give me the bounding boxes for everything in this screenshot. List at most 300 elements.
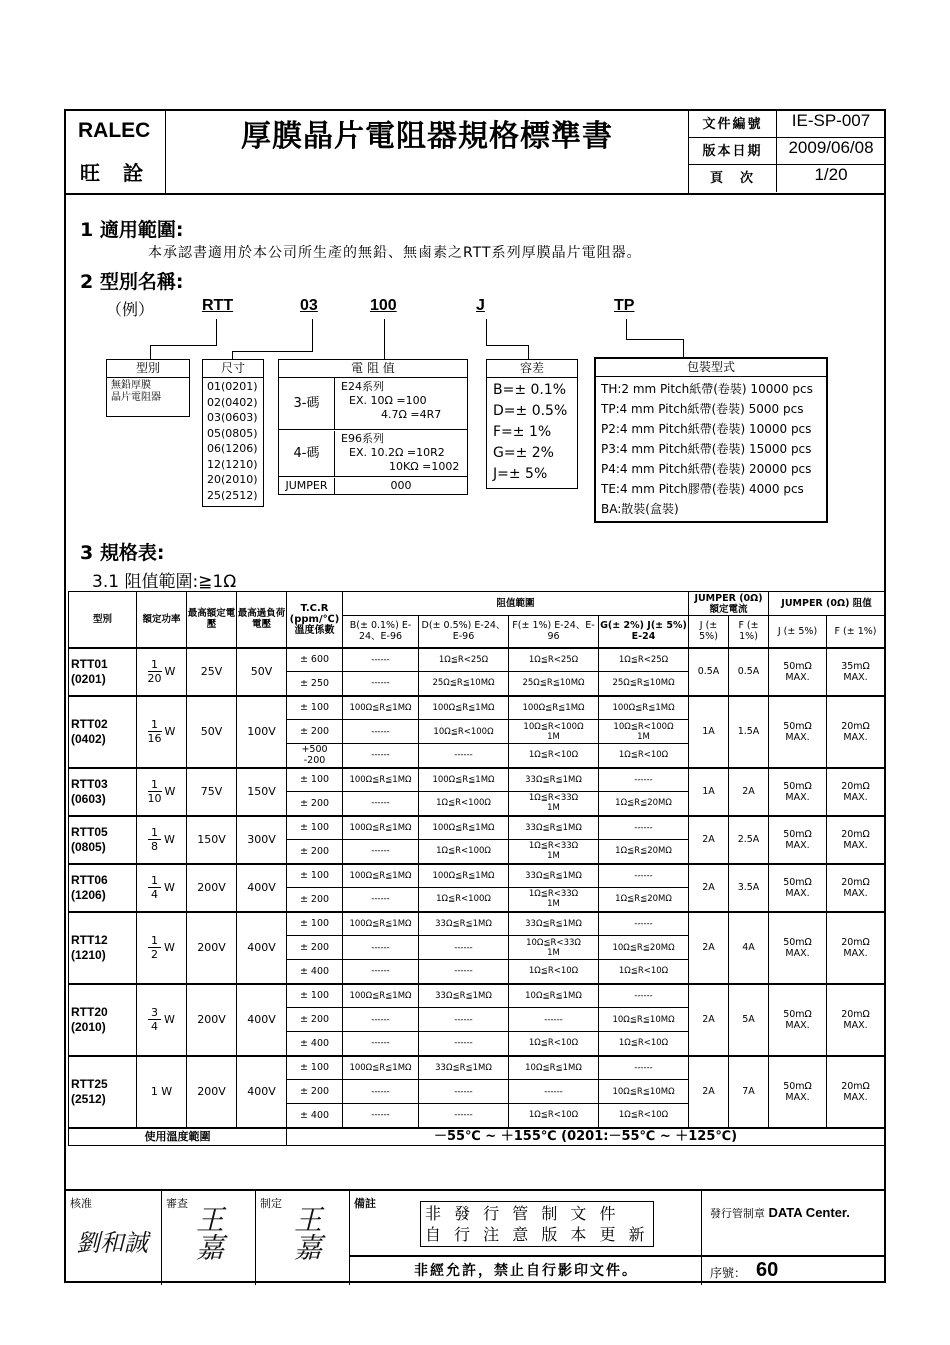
jumper-current-j: 2A [689, 864, 729, 912]
range-value: 1Ω≦R<100Ω [419, 792, 509, 816]
resistance-row-3code [279, 378, 467, 430]
resistance-row-line: EX. 10.2Ω =10R2 [349, 446, 445, 459]
range-value: 1Ω≦R<33Ω 1M [509, 792, 599, 816]
connector-line [150, 345, 217, 346]
table-row [69, 912, 885, 936]
meta-page [689, 165, 885, 192]
model-name: RTT01 (0201) [69, 648, 137, 696]
size-box-line: 05(0805) [207, 426, 258, 440]
range-value: 10Ω≦R≦10MΩ [599, 1080, 689, 1104]
jumper-current-f: 2.5A [729, 816, 769, 864]
jumper-current-f: 2A [729, 768, 769, 816]
range-value: 100Ω≦R≦1MΩ [343, 696, 419, 720]
section-3-subheading: 3.1 阻值範圍:≧1Ω [92, 572, 237, 592]
tcr-value: ± 600 [287, 648, 343, 672]
note-line: 自 行 注 意 版 本 更 新 [425, 1225, 649, 1244]
jumper-res-j: 50mΩ MAX. [769, 864, 827, 912]
tcr-value: ± 100 [287, 768, 343, 792]
rated-power: $\frac{1}{16}$ W [137, 696, 187, 768]
jumper-current-j: 0.5A [689, 648, 729, 696]
overload-voltage: 100V [237, 696, 287, 768]
range-value: ------ [343, 648, 419, 672]
stamp-value: DATA Center. [768, 1205, 850, 1220]
overload-voltage: 50V [237, 648, 287, 696]
range-value: ------ [343, 1080, 419, 1104]
review-label: 審查 [166, 1197, 188, 1210]
resistance-row-label: JUMPER [279, 478, 335, 494]
range-value: 33Ω≦R≦1MΩ [509, 768, 599, 792]
tcr-value: ± 200 [287, 888, 343, 912]
col-b: B(± 0.1%) E-24、E-96 [343, 616, 419, 648]
col-d: D(± 0.5%) E-24、E-96 [419, 616, 509, 648]
tolerance-line: B=± 0.1% [493, 382, 567, 398]
company-name-en: RALEC [78, 119, 151, 142]
resistance-row-line: 10KΩ =1002 [389, 460, 460, 473]
range-value: ------ [419, 960, 509, 984]
rated-voltage: 25V [187, 648, 237, 696]
size-box-line: 20(2010) [207, 473, 258, 486]
range-value: ------ [419, 936, 509, 960]
section-2-heading: 2 型別名稱: [80, 271, 184, 293]
meta-key: 頁 次 [689, 165, 777, 192]
range-value: ------ [419, 744, 509, 768]
jumper-current-f: 0.5A [729, 648, 769, 696]
overload-voltage: 400V [237, 912, 287, 984]
note-label: 備註 [354, 1197, 376, 1210]
range-value: 1Ω≦R<10Ω [599, 960, 689, 984]
range-value: ------ [599, 912, 689, 936]
range-value: 25Ω≦R≦10MΩ [599, 672, 689, 696]
tcr-value: ± 400 [287, 960, 343, 984]
range-value: 10Ω≦R<100Ω 1M [509, 720, 599, 744]
tolerance-box-title: 容差 [487, 360, 577, 378]
range-value: 33Ω≦R≦1MΩ [509, 864, 599, 888]
range-value: 1Ω≦R<25Ω [509, 648, 599, 672]
jumper-current-j: 1A [689, 696, 729, 768]
meta-key: 文件編號 [689, 111, 777, 138]
jumper-res-f: 20mΩ MAX. [827, 1056, 885, 1128]
col-jumper-current: JUMPER (0Ω) 額定電流 [689, 592, 769, 616]
company-name-cn: 旺 詮 [80, 161, 151, 185]
col-range: 阻值範圍 [343, 592, 689, 616]
connector-line [626, 339, 683, 340]
resistance-row-line: EX. 10Ω =100 [349, 394, 427, 407]
range-value: ------ [599, 864, 689, 888]
rated-voltage: 200V [187, 864, 237, 912]
rated-voltage: 75V [187, 768, 237, 816]
range-value: ------ [343, 1008, 419, 1032]
resistance-row-4code [279, 431, 467, 477]
section-1-heading: 1 適用範圍: [80, 219, 184, 241]
approve-cell [66, 1191, 162, 1285]
range-value: ------ [343, 840, 419, 864]
range-value: 100Ω≦R≦1MΩ [599, 696, 689, 720]
jumper-current-j: 1A [689, 768, 729, 816]
meta-doc-no [689, 111, 885, 138]
overload-voltage: 300V [237, 816, 287, 864]
connector-line [528, 345, 529, 359]
range-value: ------ [343, 672, 419, 696]
temp-label: 使用溫度範圍 [69, 1128, 287, 1146]
resistance-row-line: 000 [390, 479, 412, 492]
rated-power: $\frac{1}{8}$ W [137, 816, 187, 864]
size-box-line: 25(2512) [207, 488, 258, 502]
range-value: 10Ω≦R≦1MΩ [509, 1056, 599, 1080]
col-f: F(± 1%) E-24、E-96 [509, 616, 599, 648]
jumper-current-f: 3.5A [729, 864, 769, 912]
range-value: 100Ω≦R≦1MΩ [419, 696, 509, 720]
tolerance-line: D=± 0.5% [493, 403, 568, 419]
range-value: 1Ω≦R≦20MΩ [599, 792, 689, 816]
col-jumper-resistance: JUMPER (0Ω) 阻值 [769, 592, 885, 616]
model-name: RTT25 (2512) [69, 1056, 137, 1128]
table-row [69, 816, 885, 840]
review-signature: 王嘉 [192, 1205, 225, 1261]
stamp-cell [702, 1191, 884, 1285]
size-box [202, 359, 264, 507]
range-value: 1Ω≦R<10Ω [599, 1104, 689, 1128]
resistance-row-label: 4-碼 [279, 431, 335, 476]
range-value: ------ [509, 1008, 599, 1032]
resistance-row-label: 3-碼 [279, 378, 335, 429]
range-value: 33Ω≦R≦1MΩ [509, 912, 599, 936]
range-value: 10Ω≦R≦10MΩ [599, 1008, 689, 1032]
tcr-value: ± 100 [287, 1056, 343, 1080]
range-value: 1Ω≦R≦20MΩ [599, 840, 689, 864]
range-value: 25Ω≦R≦10MΩ [509, 672, 599, 696]
size-box-line: 06(1206) [207, 442, 258, 455]
range-value: 100Ω≦R≦1MΩ [509, 696, 599, 720]
range-value: ------ [343, 792, 419, 816]
col-jr-f: F (± 1%) [827, 616, 885, 648]
table-row [69, 864, 885, 888]
range-value: 100Ω≦R≦1MΩ [419, 768, 509, 792]
note-cell [350, 1191, 702, 1285]
range-value: 1Ω≦R<10Ω [509, 744, 599, 768]
serial-row [702, 1255, 884, 1285]
package-line: P2:4 mm Pitch紙帶(卷裝) 10000 pcs [601, 422, 812, 436]
rated-power: 1 W [137, 1056, 187, 1128]
tolerance-line: F=± 1% [493, 424, 552, 440]
jumper-res-j: 50mΩ MAX. [769, 648, 827, 696]
overload-voltage: 400V [237, 864, 287, 912]
overload-voltage: 400V [237, 984, 287, 1056]
example-code-tolerance: J [476, 297, 485, 314]
meta-value: 2009/06/08 [788, 138, 874, 157]
range-value: 100Ω≦R≦1MΩ [343, 816, 419, 840]
rated-power: $\frac{1}{4}$ W [137, 864, 187, 912]
range-value: 1Ω≦R<10Ω [509, 1104, 599, 1128]
jumper-res-f: 20mΩ MAX. [827, 864, 885, 912]
tcr-value: ± 200 [287, 1080, 343, 1104]
range-value: ------ [509, 1080, 599, 1104]
range-value: ------ [343, 888, 419, 912]
jumper-current-f: 4A [729, 912, 769, 984]
col-jc-j: J (± 5%) [689, 616, 729, 648]
jumper-res-f: 20mΩ MAX. [827, 912, 885, 984]
tcr-value: ± 200 [287, 720, 343, 744]
document-frame [64, 109, 886, 1283]
spec-table [68, 591, 885, 1146]
type-box-line: 無鉛厚膜 [111, 380, 151, 391]
package-line: TP:4 mm Pitch紙帶(卷裝) 5000 pcs [601, 402, 804, 416]
range-value: ------ [599, 768, 689, 792]
rated-voltage: 50V [187, 696, 237, 768]
rated-power: $\frac{1}{20}$ W [137, 648, 187, 696]
copy-notice: 非經允許，禁止自行影印文件。 [350, 1255, 702, 1285]
range-value: 25Ω≦R≦10MΩ [419, 672, 509, 696]
range-value: 1Ω≦R<10Ω [599, 744, 689, 768]
range-value: ------ [419, 1008, 509, 1032]
jumper-current-j: 2A [689, 816, 729, 864]
col-jc-f: F (± 1%) [729, 616, 769, 648]
made-cell [256, 1191, 350, 1285]
range-value: ------ [599, 816, 689, 840]
table-row [69, 696, 885, 720]
serial-value: 60 [756, 1259, 779, 1281]
table-row [69, 768, 885, 792]
range-value: 33Ω≦R≦1MΩ [419, 984, 509, 1008]
temp-row [69, 1128, 885, 1146]
range-value: 1Ω≦R<25Ω [599, 648, 689, 672]
range-value: ------ [343, 720, 419, 744]
col-type: 型別 [69, 592, 137, 648]
range-value: 33Ω≦R≦1MΩ [509, 816, 599, 840]
made-signature: 王嘉 [290, 1205, 323, 1261]
temp-value: －55℃ ~ ＋155℃ (0201:－55℃ ~ ＋125℃) [287, 1128, 885, 1146]
col-voltage: 最高額定電壓 [187, 592, 237, 648]
package-box-title: 包裝型式 [596, 359, 826, 377]
jumper-res-j: 50mΩ MAX. [769, 768, 827, 816]
model-name: RTT03 (0603) [69, 768, 137, 816]
jumper-current-j: 2A [689, 1056, 729, 1128]
jumper-current-j: 2A [689, 912, 729, 984]
connector-line [150, 345, 151, 359]
model-name: RTT12 (1210) [69, 912, 137, 984]
col-power: 額定功率 [137, 592, 187, 648]
meta-version-date [689, 138, 885, 165]
jumper-res-f: 20mΩ MAX. [827, 768, 885, 816]
package-line: TH:2 mm Pitch紙帶(卷裝) 10000 pcs [601, 382, 813, 396]
document-meta [688, 111, 884, 193]
overload-voltage: 150V [237, 768, 287, 816]
made-label: 制定 [260, 1197, 282, 1210]
model-name: RTT02 (0402) [69, 696, 137, 768]
tcr-value: ± 100 [287, 912, 343, 936]
connector-line [626, 319, 627, 339]
connector-line [384, 319, 385, 359]
range-value: 100Ω≦R≦1MΩ [343, 1056, 419, 1080]
connector-line [232, 351, 233, 359]
range-value: ------ [343, 1104, 419, 1128]
connector-line [486, 319, 487, 345]
document-title: 厚膜晶片電阻器規格標準書 [241, 119, 613, 154]
example-code-package: TP [614, 297, 635, 314]
example-code-resistance: 100 [370, 297, 397, 314]
jumper-res-j: 50mΩ MAX. [769, 816, 827, 864]
tcr-value: ± 100 [287, 816, 343, 840]
tolerance-line: G=± 2% [493, 445, 554, 461]
type-box-line: 晶片電阻器 [111, 392, 161, 403]
review-cell [162, 1191, 256, 1285]
range-value: 1Ω≦R<100Ω [419, 888, 509, 912]
range-value: 100Ω≦R≦1MΩ [343, 768, 419, 792]
table-row [69, 1056, 885, 1080]
connector-line [486, 345, 528, 346]
jumper-res-f: 20mΩ MAX. [827, 816, 885, 864]
size-box-line: 03(0603) [207, 411, 258, 424]
model-name: RTT20 (2010) [69, 984, 137, 1056]
tcr-value: ± 200 [287, 792, 343, 816]
range-value: 10Ω≦R<100Ω 1M [599, 720, 689, 744]
rated-power: $\frac{1}{10}$ W [137, 768, 187, 816]
approve-label: 核准 [70, 1197, 92, 1210]
document-header [66, 111, 884, 195]
range-value: 1Ω≦R<10Ω [599, 1032, 689, 1056]
jumper-current-j: 2A [689, 984, 729, 1056]
jumper-res-f: 20mΩ MAX. [827, 984, 885, 1056]
range-value: ------ [419, 1080, 509, 1104]
range-value: ------ [343, 1032, 419, 1056]
resistance-row-line: E96系列 [341, 432, 384, 445]
range-value: 33Ω≦R≦1MΩ [419, 912, 509, 936]
tcr-value: ± 100 [287, 864, 343, 888]
meta-value: 1/20 [814, 165, 848, 184]
example-label: （例） [106, 300, 155, 319]
note-line: 非 發 行 管 制 文 件 [425, 1204, 620, 1223]
resistance-row-line: E24系列 [341, 380, 384, 393]
range-value: ------ [343, 960, 419, 984]
col-tcr: T.C.R (ppm/℃) 溫度係數 [287, 592, 343, 648]
range-value: 100Ω≦R≦1MΩ [343, 984, 419, 1008]
range-value: ------ [343, 744, 419, 768]
stamp-row [710, 1205, 850, 1221]
table-row [69, 984, 885, 1008]
section-3-heading: 3 規格表: [80, 542, 165, 564]
col-jr-j: J (± 5%) [769, 616, 827, 648]
note-box [420, 1201, 654, 1247]
resistance-box-title: 電 阻 值 [279, 360, 467, 378]
stamp-label: 發行管制章 [710, 1207, 765, 1220]
tcr-value: ± 100 [287, 696, 343, 720]
type-box [106, 359, 190, 417]
tcr-value: ± 250 [287, 672, 343, 696]
range-value: 1Ω≦R<33Ω 1M [509, 840, 599, 864]
example-code-series: RTT [202, 297, 234, 314]
package-line: TE:4 mm Pitch膠帶(卷裝) 4000 pcs [601, 482, 804, 496]
package-box [594, 357, 828, 523]
col-overload: 最高過負荷電壓 [237, 592, 287, 648]
range-value: ------ [419, 1104, 509, 1128]
range-value: 1Ω≦R<10Ω [509, 960, 599, 984]
size-box-line: 01(0201) [207, 380, 258, 393]
resistance-row-line: 4.7Ω =4R7 [381, 408, 442, 421]
example-code-size: 03 [300, 297, 318, 314]
tcr-value: ± 400 [287, 1104, 343, 1128]
jumper-current-f: 5A [729, 984, 769, 1056]
overload-voltage: 400V [237, 1056, 287, 1128]
approve-signature: 劉和誠 [76, 1229, 148, 1257]
connector-line [312, 319, 313, 351]
range-value: ------ [599, 984, 689, 1008]
rated-voltage: 200V [187, 912, 237, 984]
tolerance-box [486, 359, 578, 489]
jumper-current-f: 7A [729, 1056, 769, 1128]
size-box-line: 12(1210) [207, 457, 258, 471]
range-value: 1Ω≦R<10Ω [509, 1032, 599, 1056]
serial-label: 序號： [710, 1266, 747, 1280]
range-value: ------ [343, 936, 419, 960]
meta-value: IE-SP-007 [791, 111, 871, 130]
range-value: ------ [599, 1056, 689, 1080]
range-value: 1Ω≦R<25Ω [419, 648, 509, 672]
package-line: P3:4 mm Pitch紙帶(卷裝) 15000 pcs [601, 442, 812, 456]
range-value: 100Ω≦R≦1MΩ [343, 864, 419, 888]
company-block [66, 111, 166, 193]
range-value: 33Ω≦R≦1MΩ [419, 1056, 509, 1080]
range-value: 100Ω≦R≦1MΩ [419, 816, 509, 840]
jumper-res-j: 50mΩ MAX. [769, 1056, 827, 1128]
tcr-value: ± 200 [287, 1008, 343, 1032]
size-box-line: 02(0402) [207, 395, 258, 409]
package-line: BA:散裝(盒裝) [601, 502, 679, 516]
package-line: P4:4 mm Pitch紙帶(卷裝) 20000 pcs [601, 462, 812, 476]
tcr-value: ± 100 [287, 984, 343, 1008]
range-value: 1Ω≦R<100Ω [419, 840, 509, 864]
meta-key: 版本日期 [689, 138, 777, 165]
range-value: 10Ω≦R≦1MΩ [509, 984, 599, 1008]
resistance-box [278, 359, 468, 495]
connector-line [216, 319, 217, 345]
jumper-res-f: 20mΩ MAX. [827, 696, 885, 768]
model-name: RTT05 (0805) [69, 816, 137, 864]
jumper-current-f: 1.5A [729, 696, 769, 768]
type-box-title: 型別 [107, 360, 189, 378]
rated-power: $\frac{3}{4}$ W [137, 984, 187, 1056]
range-value: 1Ω≦R<33Ω 1M [509, 888, 599, 912]
rated-voltage: 150V [187, 816, 237, 864]
range-value: 100Ω≦R≦1MΩ [419, 864, 509, 888]
range-value: 10Ω≦R<33Ω 1M [509, 936, 599, 960]
model-name: RTT06 (1206) [69, 864, 137, 912]
connector-line [683, 339, 684, 357]
rated-voltage: 200V [187, 984, 237, 1056]
tcr-value: ± 200 [287, 840, 343, 864]
rated-voltage: 200V [187, 1056, 237, 1128]
tcr-value: ± 200 [287, 936, 343, 960]
jumper-res-f: 35mΩ MAX. [827, 648, 885, 696]
tcr-value: ± 400 [287, 1032, 343, 1056]
tcr-value: +500 -200 [287, 744, 343, 768]
jumper-res-j: 50mΩ MAX. [769, 696, 827, 768]
col-g: G(± 2%) J(± 5%) E-24 [599, 616, 689, 648]
range-value: 10Ω≦R≦20MΩ [599, 936, 689, 960]
jumper-res-j: 50mΩ MAX. [769, 984, 827, 1056]
rated-power: $\frac{1}{2}$ W [137, 912, 187, 984]
document-footer [66, 1189, 884, 1283]
size-box-title: 尺寸 [203, 360, 263, 378]
tolerance-line: J=± 5% [493, 466, 548, 482]
table-row [69, 648, 885, 672]
section-1-text: 本承認書適用於本公司所生產的無鉛、無鹵素之RTT系列厚膜晶片電阻器。 [148, 245, 642, 261]
jumper-res-j: 50mΩ MAX. [769, 912, 827, 984]
range-value: ------ [419, 1032, 509, 1056]
resistance-row-jumper [279, 478, 467, 494]
connector-line [232, 351, 313, 352]
range-value: 10Ω≦R<100Ω [419, 720, 509, 744]
range-value: 1Ω≦R≦20MΩ [599, 888, 689, 912]
range-value: 100Ω≦R≦1MΩ [343, 912, 419, 936]
